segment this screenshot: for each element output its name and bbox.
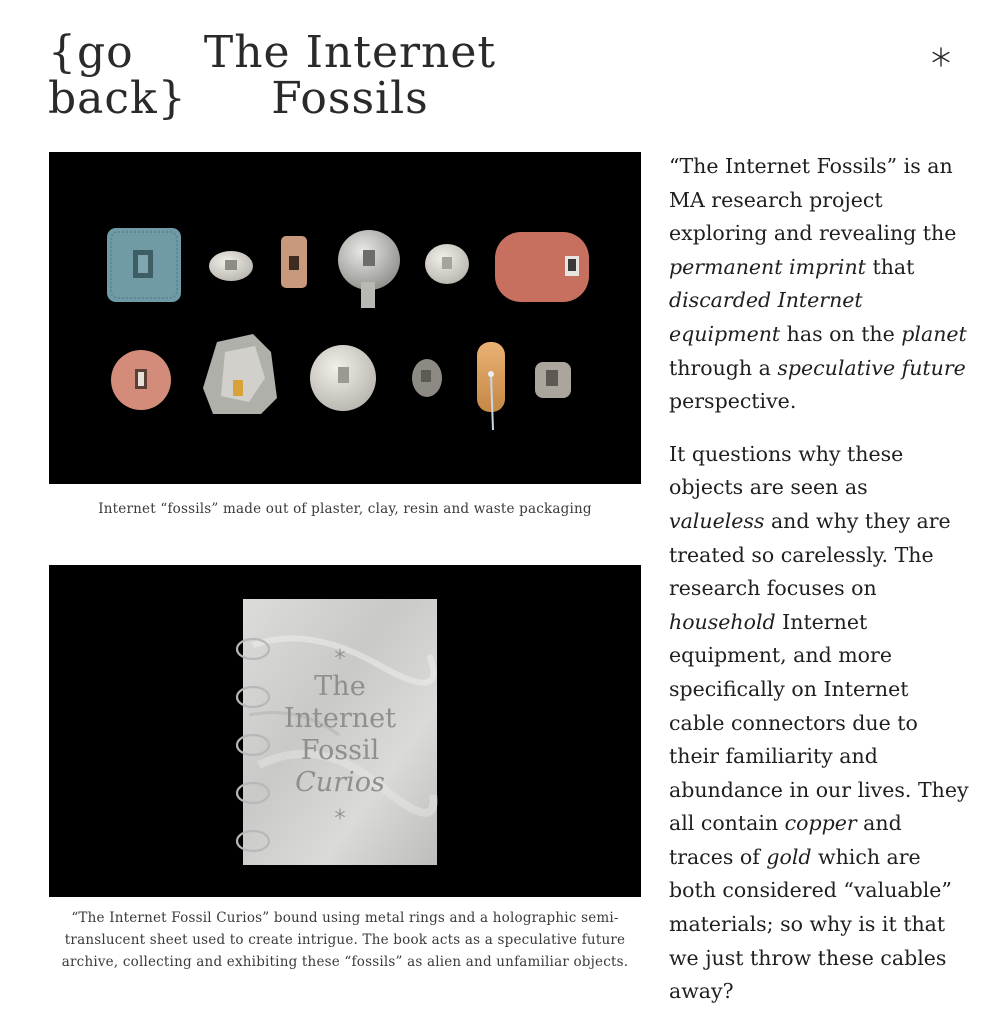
book-caption: “The Internet Fossil Curios” bound using metal rings and a holographic semi-translucent sheet used to create intrigue. The book acts as a speculative future archive, collecting and exhibiting these “fossils” as alien and unfamiliar objects. xyxy=(61,910,629,970)
book-figure xyxy=(49,565,641,973)
go-back-line-2: back} xyxy=(48,73,187,124)
page-title-line-1: The Internet xyxy=(203,27,497,78)
asterisk-icon[interactable] xyxy=(924,40,958,74)
fossil-plaster-flower xyxy=(310,345,376,411)
description-paragraph-1: “The Internet Fossils” is an MA research project exploring and revealing the permanent imprint that discarded Internet equipment has on the planet through a speculative future perspective. xyxy=(669,154,967,414)
book-photo xyxy=(49,565,641,897)
fossil-pink-disc xyxy=(111,350,171,410)
book-title-line-1: The xyxy=(314,671,366,702)
go-back-line-1: {go xyxy=(48,27,134,78)
fossil-grey-chunk xyxy=(535,362,571,398)
fossils-caption: Internet “fossils” made out of plaster, clay, resin and waste packaging xyxy=(98,501,592,517)
fossil-blue-chip xyxy=(107,228,181,302)
book-title-line-4: Curios xyxy=(295,767,385,798)
fossil-terracotta-block xyxy=(495,232,589,302)
project-description xyxy=(669,150,969,1028)
go-back-link[interactable] xyxy=(48,27,187,124)
fossils-figure xyxy=(49,152,641,520)
description-paragraph-2: It questions why these objects are seen as valueless and why they are treated so carelessly. The research focuses on household Internet equipment, and more specifically on Internet cable connectors due to their familiarity and abundance in our lives. They all contain copper and traces of gold which are both considered “valuable” materials; so why is it that we just throw these cables away? xyxy=(669,441,969,1004)
page-title-line-2: Fossils xyxy=(271,73,429,124)
fossil-white-disc xyxy=(425,244,469,284)
book-title-line-2: Internet xyxy=(283,703,397,734)
fossils-photo xyxy=(49,152,641,484)
fossil-plaster-oval xyxy=(209,251,253,281)
fossil-small-rock xyxy=(412,359,442,397)
page-title xyxy=(200,27,500,124)
fossil-clay-block xyxy=(281,236,307,288)
book-title-line-3: Fossil xyxy=(300,735,380,766)
